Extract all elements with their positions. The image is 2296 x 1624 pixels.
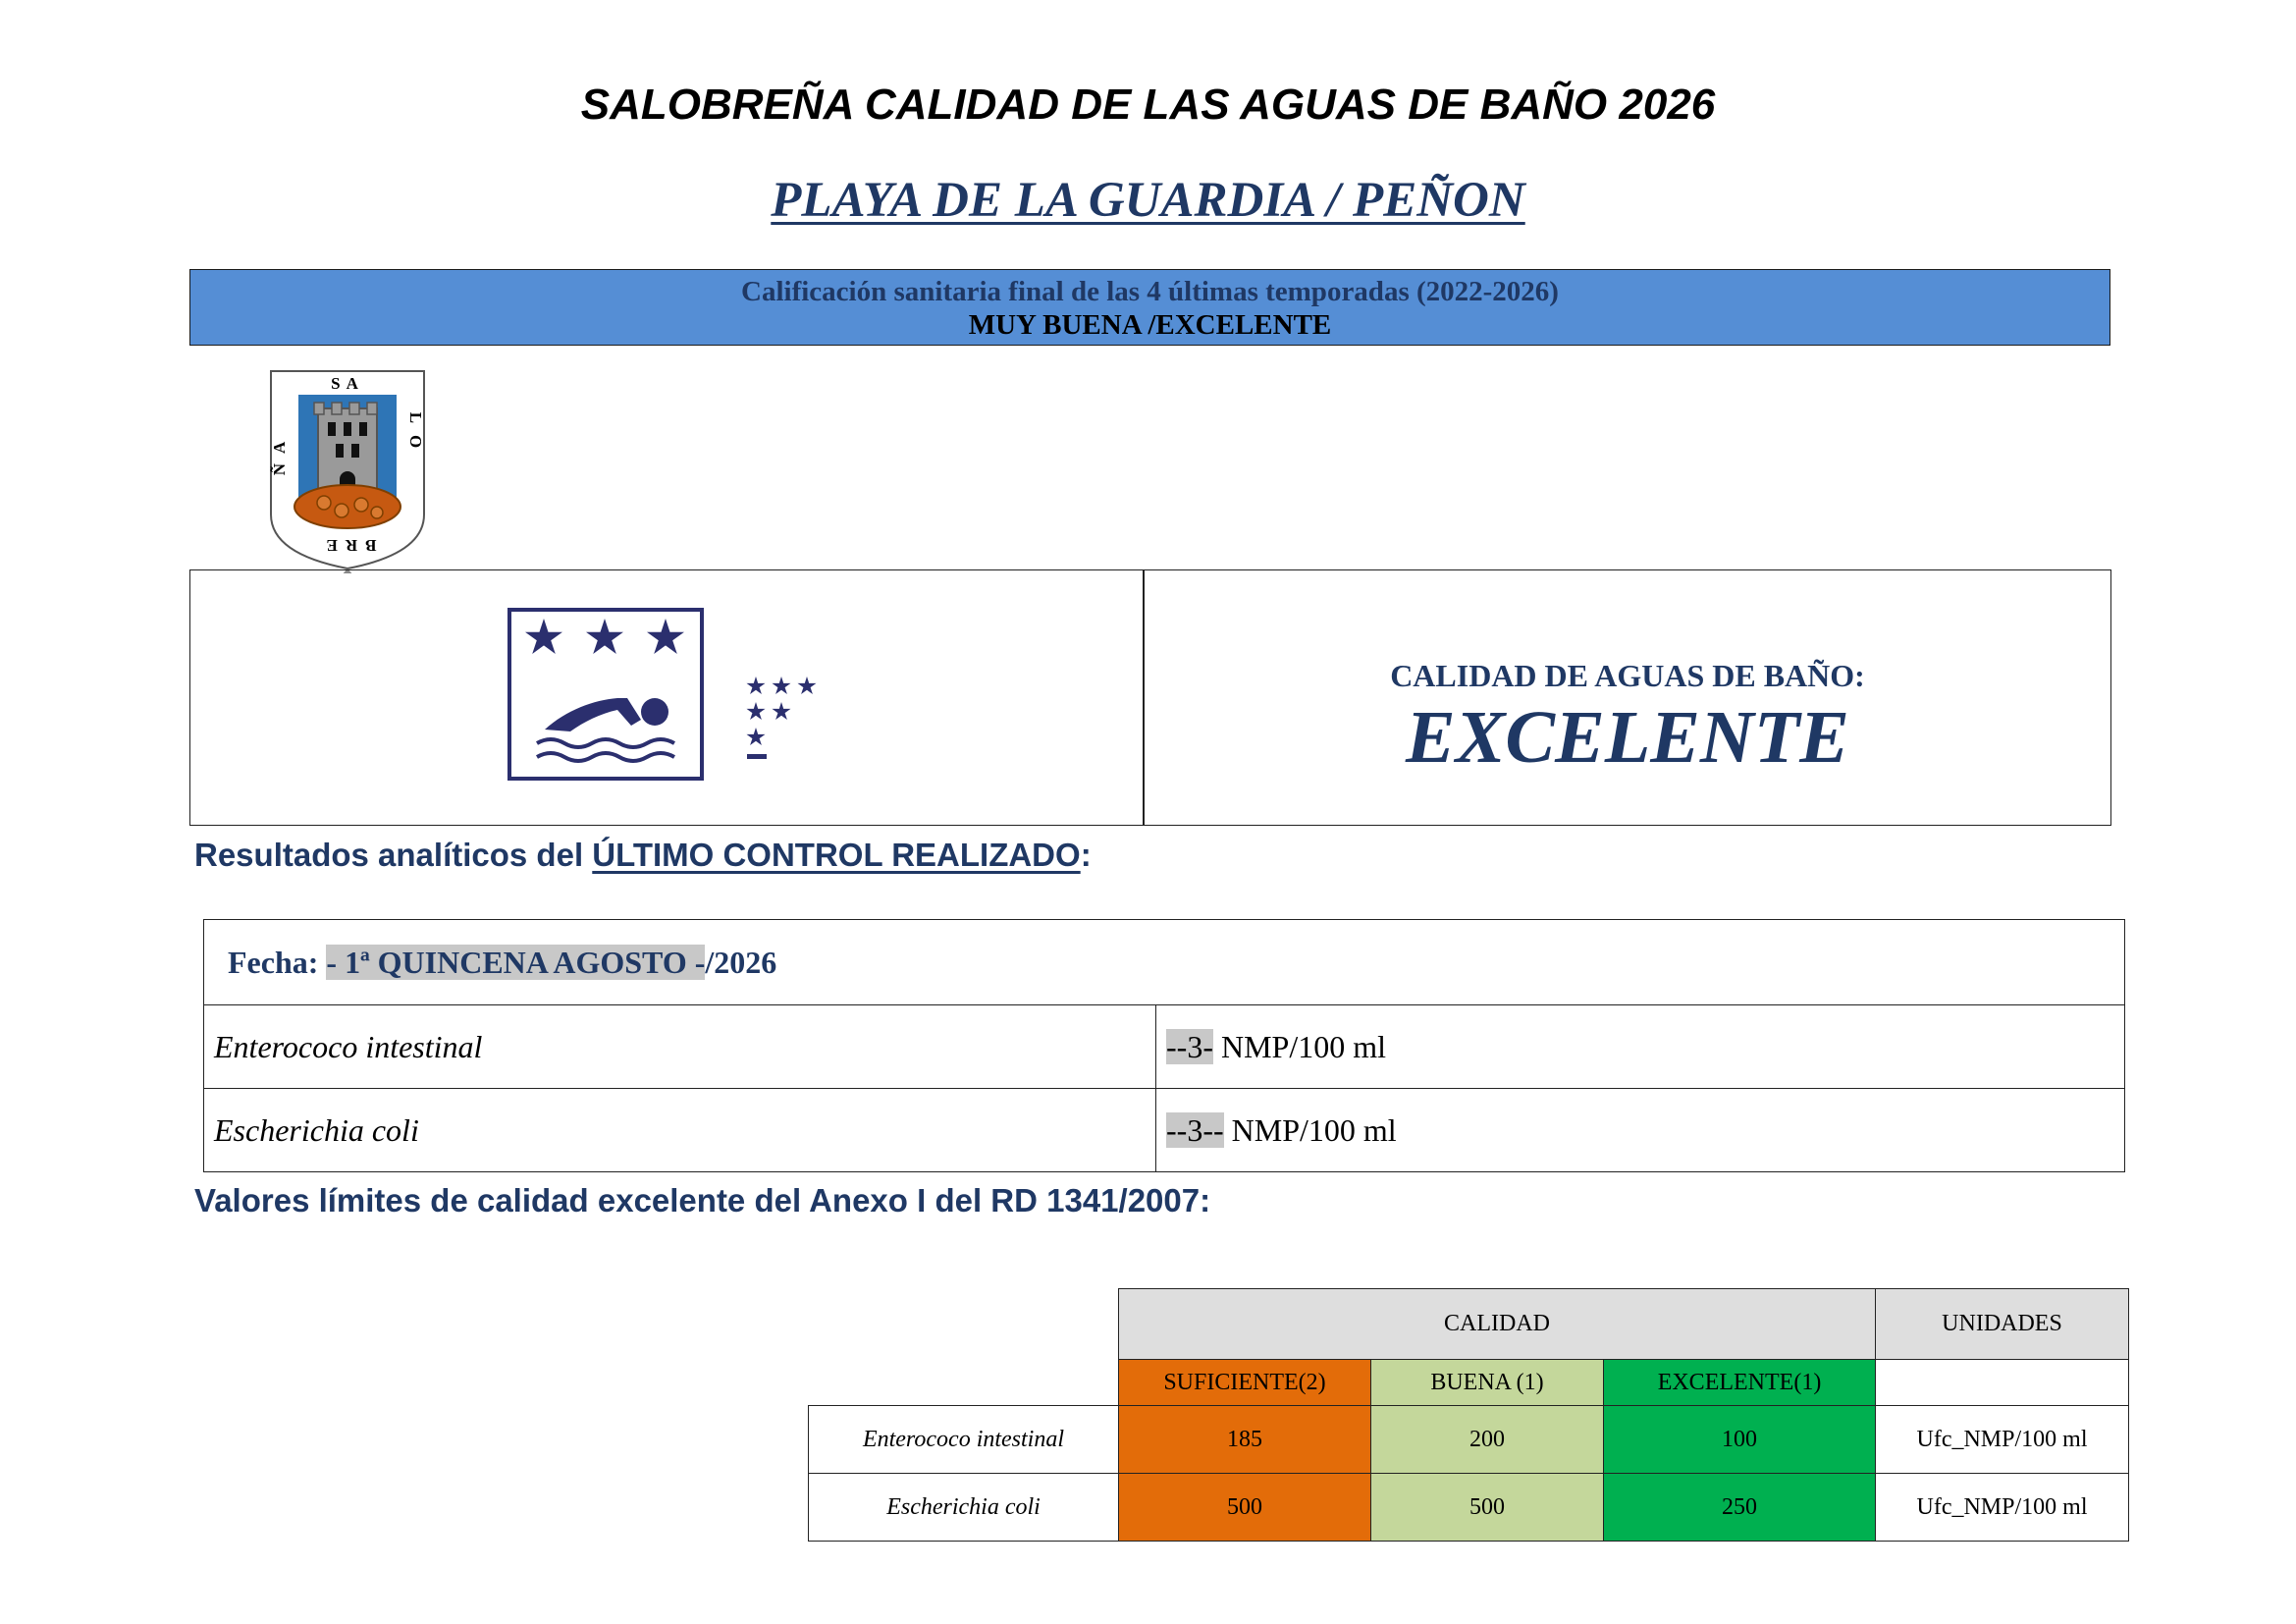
limits-blank-cell [809,1360,1119,1406]
results-heading-suffix: : [1080,837,1092,873]
document-title: SALOBREÑA CALIDAD DE LAS AGUAS DE BAÑO 2026 [580,81,1716,129]
limits-value-suficiente: 500 [1119,1474,1371,1542]
rating-banner-subtitle: Calificación sanitaria final de las 4 últimas temporadas (2022-2026) [741,276,1559,307]
rating-banner [189,269,2110,346]
results-value: --3-- [1166,1111,1224,1148]
limits-col-buena: BUENA (1) [1371,1360,1604,1406]
results-unit: NMP/100 ml [1212,1028,1386,1064]
limits-header-row [809,1289,2129,1360]
results-value-cell [1156,1005,2125,1089]
limits-heading: Valores límites de calidad excelente del Anexo I del RD 1341/2007: [194,1182,1211,1218]
beach-name: PLAYA DE LA GUARDIA / PEÑON [771,173,1525,228]
limits-value-suficiente: 185 [1119,1406,1371,1474]
limits-value-buena: 500 [1371,1474,1604,1542]
table-row [809,1474,2129,1542]
limits-blank-cell [809,1289,1119,1360]
results-value-cell [1156,1089,2125,1172]
quality-value: EXCELENTE [1406,696,1849,779]
results-date-year: /2026 [705,944,777,980]
limits-value-excelente: 250 [1604,1474,1876,1542]
limits-parameter: Escherichia coli [809,1474,1119,1542]
results-heading [194,837,1092,874]
limits-value-excelente: 100 [1604,1406,1876,1474]
coat-of-arms-icon [267,367,428,573]
table-row [809,1406,2129,1474]
results-date-value: - 1ª QUINCENA AGOSTO - [326,944,706,980]
results-parameter: Escherichia coli [204,1089,1156,1172]
table-row [204,1089,2125,1172]
results-heading-emphasis: ÚLTIMO CONTROL REALIZADO [592,837,1081,873]
coat-letters-bottom: BRE [318,536,377,555]
results-date-cell [204,920,2125,1005]
stars-flag-icon [743,674,831,772]
limits-subheader-row [809,1360,2129,1406]
swimmer-icon [507,608,704,781]
limits-col-suficiente: SUFICIENTE(2) [1119,1360,1371,1406]
results-date-row [204,920,2125,1005]
results-date-label: Fecha: [228,944,327,980]
limits-unit: Ufc_NMP/100 ml [1876,1406,2129,1474]
limits-unit: Ufc_NMP/100 ml [1876,1474,2129,1542]
results-value: --3- [1166,1028,1213,1064]
coat-letters-right: LO [406,411,425,460]
limits-table [808,1288,2129,1542]
limits-value-buena: 200 [1371,1406,1604,1474]
results-table [203,919,2125,1172]
results-parameter: Enterococo intestinal [204,1005,1156,1089]
results-unit: NMP/100 ml [1223,1111,1397,1148]
results-heading-prefix: Resultados analíticos del [194,837,593,873]
table-row [204,1005,2125,1089]
limits-parameter: Enterococo intestinal [809,1406,1119,1474]
rating-banner-value: MUY BUENA /EXCELENTE [968,309,1332,341]
quality-label: CALIDAD DE AGUAS DE BAÑO: [1390,658,1865,693]
limits-header-units: UNIDADES [1876,1289,2129,1360]
coat-letters-left: ÑA [270,431,289,476]
coat-letters-top: SA [331,374,364,393]
limits-col-excelente: EXCELENTE(1) [1604,1360,1876,1406]
limits-header-quality: CALIDAD [1119,1289,1876,1360]
limits-units-blank [1876,1360,2129,1406]
